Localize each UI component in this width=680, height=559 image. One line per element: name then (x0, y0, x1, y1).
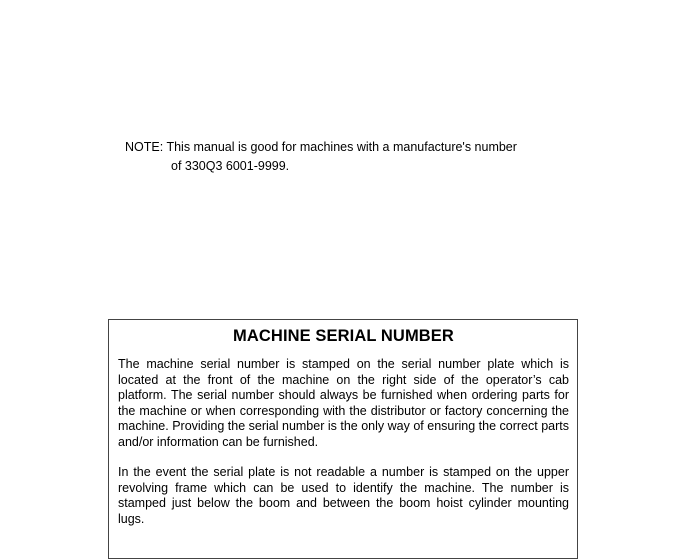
note-label: NOTE: (125, 140, 164, 154)
note-text-line1: This manual is good for machines with a manufacture's number (166, 140, 517, 154)
manual-note (125, 138, 565, 176)
serial-paragraph-1: The machine serial number is stamped on the serial number plate which is located at the front of the machine on the right side of the operator’s cab platform. The serial number should always be furnished when ordering parts for the machine or when corresponding with the distributor or factory concerning the machine. Providing the serial number is the only way of ensuring the correct parts and/or information can be furnished. (118, 357, 569, 449)
note-text-line2: of 330Q3 6001-9999. (171, 159, 290, 173)
serial-paragraph-2: In the event the serial plate is not readable a number is stamped on the upper revolving frame which can be used to identify the machine. The number is stamped just below the boom and between the boom hoist cylinder mounting lugs. (118, 465, 569, 526)
machine-serial-number-box (108, 319, 578, 559)
serial-section-title: MACHINE SERIAL NUMBER (233, 327, 454, 345)
